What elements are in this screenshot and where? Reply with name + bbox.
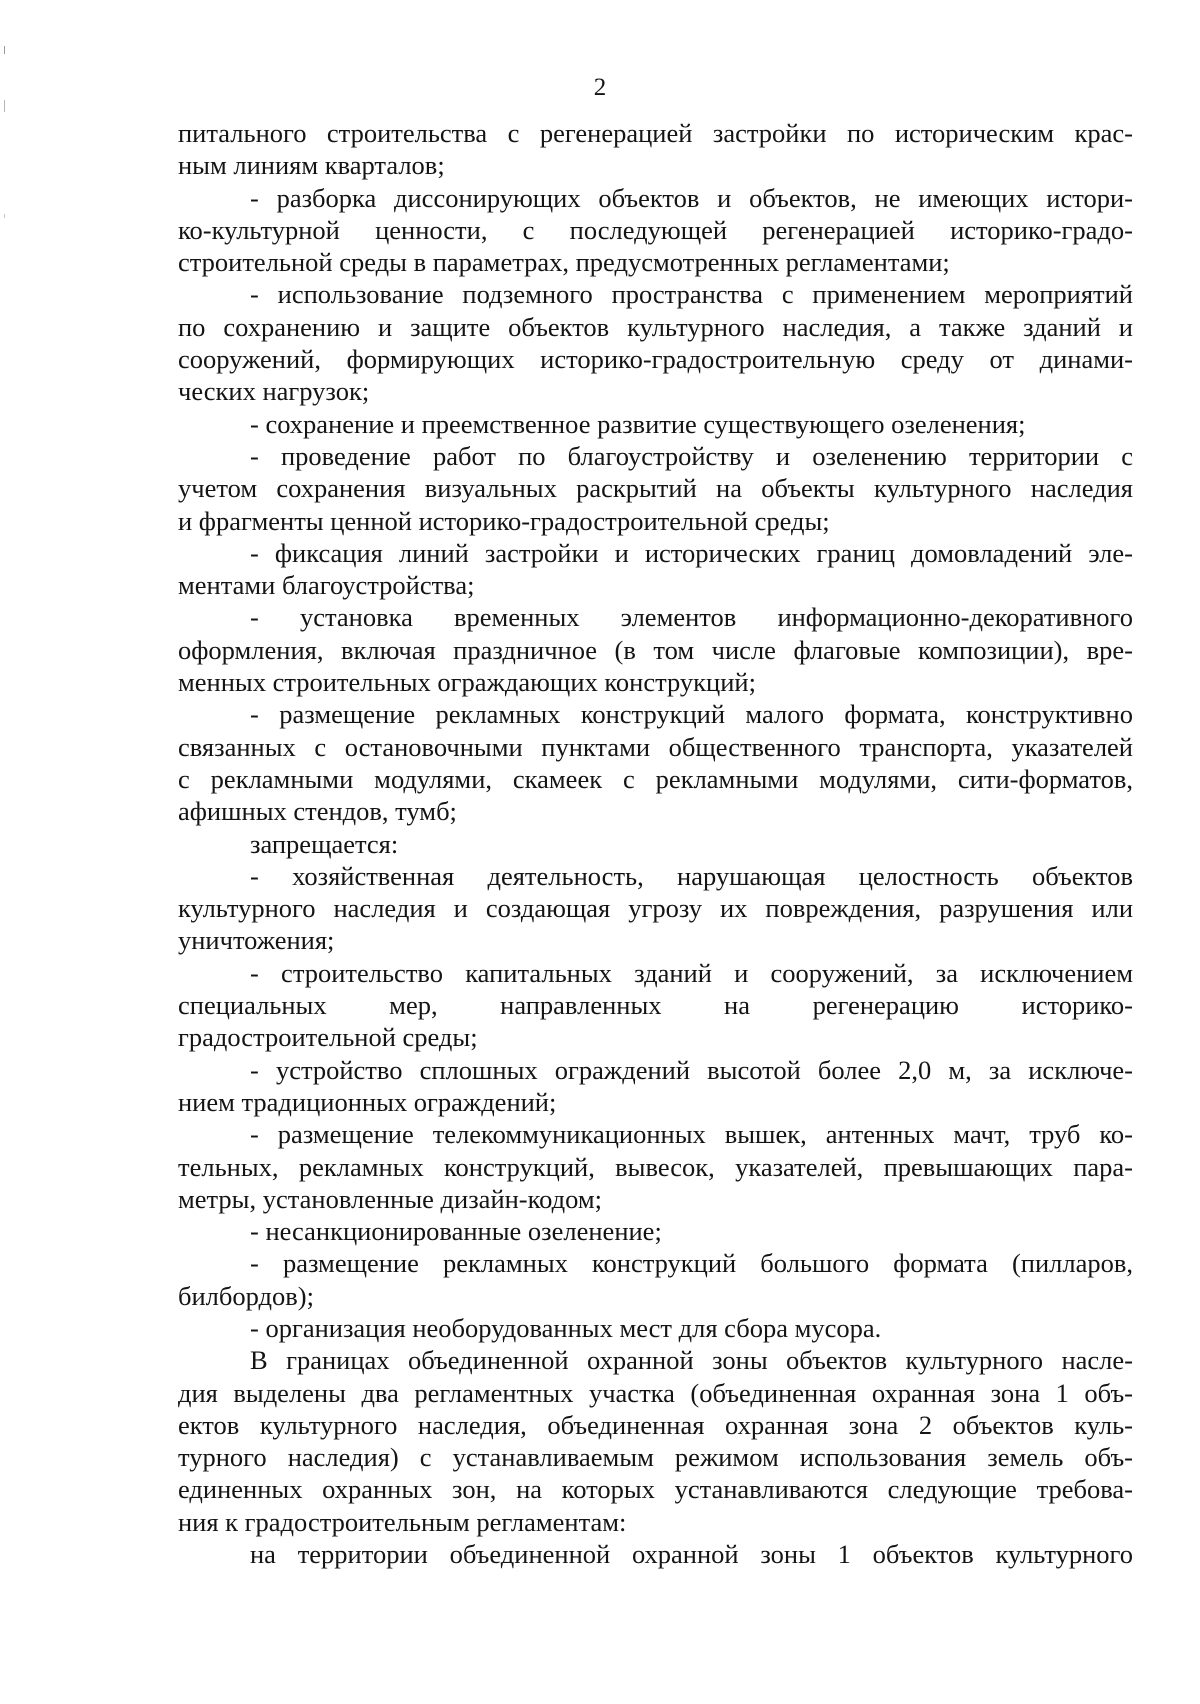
text-line: метры, установленные дизайн-кодом; bbox=[178, 1183, 603, 1214]
text-line: афишных стендов, тумб; bbox=[178, 796, 457, 827]
text-line: питального строительства с регенерацией застройки по историческим крас- bbox=[178, 118, 1133, 148]
text-line: на территории объединенной охранной зоны 1 объектов культурного bbox=[250, 1539, 1133, 1570]
text-line: - строительство капитальных зданий и сооружений, за исключением bbox=[250, 957, 1133, 988]
text-line: нием традиционных ограждений; bbox=[178, 1086, 557, 1117]
text-line: запрещается: bbox=[250, 828, 399, 859]
text-line: по сохранению и защите объектов культурного наследия, а также зданий и bbox=[178, 311, 1133, 342]
text-line: с рекламными модулями, скамеек с рекламными модулями, сити-форматов, bbox=[178, 763, 1133, 794]
text-line: - размещение рекламных конструкций большого формата (пилларов, bbox=[250, 1248, 1133, 1279]
text-line: - фиксация линий застройки и исторических границ домовладений эле- bbox=[250, 537, 1133, 568]
text-line: специальных мер, направленных на регенерацию историко- bbox=[178, 990, 1133, 1021]
text-line: - использование подземного пространства с применением мероприятий bbox=[250, 279, 1133, 310]
text-line: сооружений, формирующих историко-градостроительную среду от динами- bbox=[178, 344, 1133, 375]
text-line: связанных с остановочными пунктами общественного транспорта, указателей bbox=[178, 731, 1133, 762]
text-line: - размещение рекламных конструкций малого формата, конструктивно bbox=[250, 699, 1133, 730]
text-line: - сохранение и преемственное развитие существующего озеленения; bbox=[250, 408, 1026, 439]
text-line: ным линиям кварталов; bbox=[178, 150, 445, 181]
text-line: оформления, включая праздничное (в том числе флаговые композиции), вре- bbox=[178, 634, 1133, 665]
text-line: - хозяйственная деятельность, нарушающая целостность объектов bbox=[250, 860, 1133, 891]
text-line: билбордов); bbox=[178, 1280, 314, 1311]
text-line: учетом сохранения визуальных раскрытий на объекты культурного наследия bbox=[178, 473, 1133, 504]
text-line: градостроительной среды; bbox=[178, 1022, 478, 1053]
page-number: 2 bbox=[593, 74, 607, 101]
text-line: турного наследия) с устанавливаемым режимом использования земель объ- bbox=[178, 1442, 1133, 1473]
text-line: - разборка диссонирующих объектов и объектов, не имеющих истори- bbox=[250, 182, 1133, 213]
text-line: строительной среды в параметрах, предусмотренных регламентами; bbox=[178, 247, 950, 278]
text-line: - устройство сплошных ограждений высотой более 2,0 м, за исключе- bbox=[250, 1054, 1133, 1085]
body-text bbox=[178, 117, 1133, 1570]
text-line: единенных охранных зон, на которых устанавливаются следующие требова- bbox=[178, 1474, 1133, 1505]
text-line: - проведение работ по благоустройству и озеленению территории с bbox=[250, 440, 1133, 471]
text-line: дия выделены два регламентных участка (объединенная охранная зона 1 объ- bbox=[178, 1377, 1133, 1408]
text-line: В границах объединенной охранной зоны объектов культурного насле- bbox=[250, 1345, 1133, 1376]
text-line: - размещение телекоммуникационных вышек, антенных мачт, труб ко- bbox=[250, 1119, 1133, 1150]
text-line: уничтожения; bbox=[178, 925, 335, 956]
text-line: ментами благоустройства; bbox=[178, 570, 475, 601]
text-line: - организация необорудованных мест для сбора мусора. bbox=[250, 1312, 882, 1343]
text-line: и фрагменты ценной историко-градостроительной среды; bbox=[178, 505, 830, 536]
scan-artifact bbox=[4, 46, 5, 54]
text-line: - несанкционированные озеленение; bbox=[250, 1216, 662, 1247]
text-line: культурного наследия и создающая угрозу их повреждения, разрушения или bbox=[178, 893, 1133, 924]
text-line: - установка временных элементов информационно-декоративного bbox=[250, 602, 1133, 633]
text-line: ния к градостроительным регламентам: bbox=[178, 1506, 627, 1537]
text-line: тельных, рекламных конструкций, вывесок, указателей, превышающих пара- bbox=[178, 1151, 1133, 1182]
text-line: ектов культурного наследия, объединенная охранная зона 2 объектов куль- bbox=[178, 1409, 1133, 1440]
text-line: ческих нагрузок; bbox=[178, 376, 370, 407]
text-line: менных строительных ограждающих конструкций; bbox=[178, 667, 756, 698]
text-line: ко-культурной ценности, с последующей регенерацией историко-градо- bbox=[178, 214, 1133, 245]
scan-artifact bbox=[4, 214, 5, 218]
